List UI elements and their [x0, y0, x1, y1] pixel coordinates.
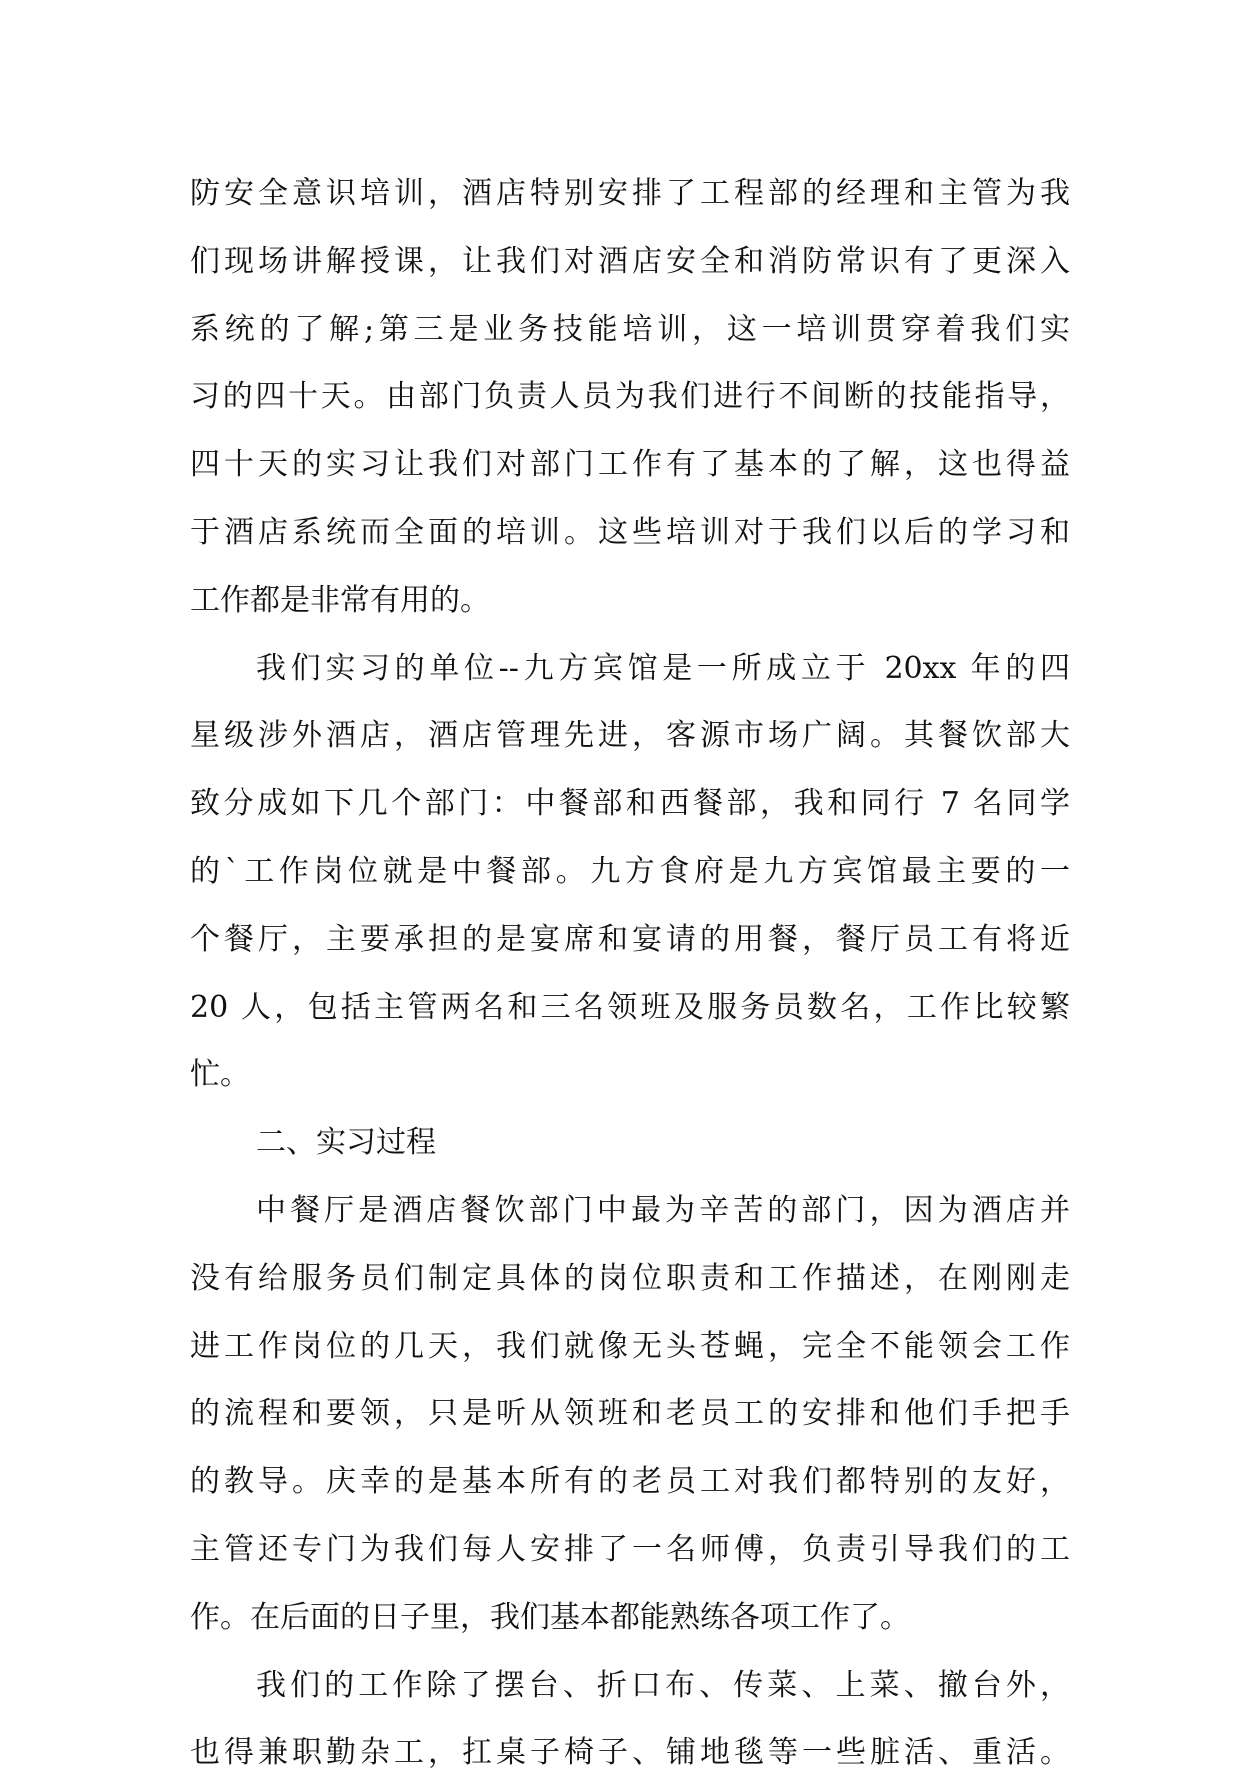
document-body	[190, 160, 1070, 1787]
text-line: 四十天的实习让我们对部门工作有了基本的了解，这也得益	[190, 447, 1070, 483]
text-line: 致分成如下几个部门：中餐部和西餐部，我和同行 7 名同学	[190, 786, 1070, 822]
text-line: 于酒店系统而全面的培训。这些培训对于我们以后的学习和	[190, 514, 1070, 550]
text-line: 系统的了解;第三是业务技能培训，这一培训贯穿着我们实	[190, 311, 1070, 347]
text-line: 们现场讲解授课，让我们对酒店安全和消防常识有了更深入	[190, 243, 1070, 279]
text-line: 也得兼职勤杂工，扛桌子椅子、铺地毯等一些脏活、重活。	[190, 1735, 1070, 1771]
text-line: 星级涉外酒店，酒店管理先进，客源市场广阔。其餐饮部大	[190, 718, 1070, 754]
text-line: 防安全意识培训，酒店特别安排了工程部的经理和主管为我	[190, 176, 1070, 211]
text-line: 20 人，包括主管两名和三名领班及服务员数名，工作比较繁	[190, 989, 1070, 1025]
text-line: 的`工作岗位就是中餐部。九方食府是九方宾馆最主要的一	[190, 853, 1070, 889]
text-line: 主管还专门为我们每人安排了一名师傅，负责引导我们的工	[190, 1531, 1070, 1567]
text-line: 进工作岗位的几天，我们就像无头苍蝇，完全不能领会工作	[190, 1328, 1070, 1364]
text-line: 作。在后面的日子里，我们基本都能熟练各项工作了。	[190, 1599, 910, 1635]
text-line: 工作都是非常有用的。	[190, 582, 490, 618]
text-line: 个餐厅，主要承担的是宴席和宴请的用餐，餐厅员工有将近	[190, 921, 1070, 957]
paragraph-start-line: 我们实习的单位--九方宾馆是一所成立于 20xx 年的四	[256, 650, 1070, 686]
text-line: 没有给服务员们制定具体的岗位职责和工作描述，在刚刚走	[190, 1260, 1070, 1296]
text-line: 的教导。庆幸的是基本所有的老员工对我们都特别的友好，	[190, 1464, 1070, 1500]
text-line: 的流程和要领，只是听从领班和老员工的安排和他们手把手	[190, 1396, 1070, 1432]
paragraph-start-line: 中餐厅是酒店餐饮部门中最为辛苦的部门，因为酒店并	[256, 1192, 1070, 1228]
text-line: 习的四十天。由部门负责人员为我们进行不间断的技能指导，	[190, 379, 1070, 415]
section-heading: 二、实习过程	[256, 1125, 436, 1161]
text-line: 忙。	[190, 1057, 250, 1093]
paragraph-start-line: 我们的工作除了摆台、折口布、传菜、上菜、撤台外，	[256, 1667, 1070, 1703]
